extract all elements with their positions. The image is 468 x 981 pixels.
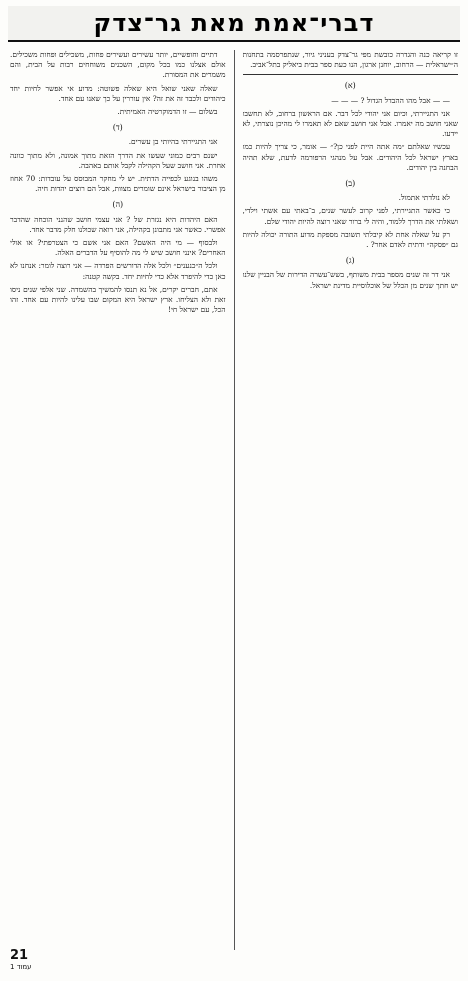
page-number: 21 <box>10 948 29 963</box>
paragraph: אתם, חברים יקרים, אל נא תנסו להמשיך בהשמדה. שני אלפי שנים ניסו זאת ולא הצליחו. ארץ ישראל היא המקום שבו עלינו להיות עם אחד. זהו הכל, עם ישראל חי! <box>10 284 226 315</box>
intro-paragraph: זו קריאה כנה והגדרה כובשת מפי גר־צדק בעניני גיור, שנתפרסמה בתחנות ה״ישראלית — הרחוב, יוחנן ארגון, הנו כעת ספר בבית ביאליק בתל־אביב. <box>243 50 459 75</box>
section-heading-5: (ה) <box>112 200 124 210</box>
paragraph: אני דר זה שנים מספר בבית משותף, בשש־עשרה הדירות של הבניין שלנו יש חתך שנים מן הכלל של אוכלוסיית מדינת ישראל. <box>242 270 458 290</box>
section-heading-1: (א) <box>344 81 356 91</box>
paragraph: האם היהדות היא נגזרת של ? אני עצמי חושב שהנני הוכחה שהדבר אפשרי. כאשר אני מתבונן בקהילה, אני רואה שכולנו חלק מדבר אחד. <box>10 214 226 234</box>
paragraph: שאלה שאני שואל היא שאלה פשוטה: מדוע אי אפשר לחיות יחד כיהודים ולכבד זה את זה? אין עוררין על כך שאנו עם אחד. <box>10 83 226 103</box>
page-footer <box>10 948 70 978</box>
title-bar <box>8 6 460 42</box>
paragraph: — — אבל מהו ההבדל הגדול ? — — — <box>331 95 450 105</box>
paragraph: רק על שאלה אחת לא קיבלתי תשובה מספקת מדוע התורה יכולה להיות גם ״פסקה״ ודתית לאדם אחר? . <box>242 229 458 250</box>
paragraph: לא נולדתי אתמול. <box>398 193 450 203</box>
paragraph: בשלום — זו הדמוקרטיה האמיתית. <box>117 107 218 117</box>
paragraph: ולכל ה״כנענים״ ולכל אלה הדורשים הפרדה — אני רוצה לומר: אנחנו לא כאן כדי להיפרד אלא כדי לחיות יחד. בקשה קטנה: <box>10 261 226 281</box>
paragraph: אני התגיירתי בהיותי בן עשרים. <box>128 137 218 147</box>
paragraph: ישנם רבים כמוני שעשו את הדרך הזאת מתוך אמונה, ולא מתוך כוונה אחרת. אני חושב שעל הקהילה לקבל אותם באהבה. <box>10 150 226 170</box>
left-column <box>10 50 226 950</box>
paragraph: משהו בנוגע לכפייה הדתית. יש לי מחקר המבוסס על עובדות: 70 אחוז מן הציבור בישראל אינם שומרים מצוות, אבל הם רוצים יהדות חיה. <box>10 174 226 194</box>
right-column <box>243 50 459 950</box>
paragraph: דתיים וחופשיים, יותר עשירים ועשירים פחות, משכילים ופחות משכילים. אולם אצלנו כמו בכל מקום, השכנים משוחחים רבות על הבית, והם משמרים את המסורת. <box>10 50 226 80</box>
section-heading-4: (ד) <box>112 123 123 133</box>
column-divider <box>234 50 235 950</box>
paragraph: אני התגיירתי, וכיום אני יהודי לכל דבר. אם הראשון ברחוב, לא תחשבו שאני חושב מה יאמרו. אבל אני חושב שאם לא תאמרו לי מהיכן נוצרתי, לא יידעו. <box>242 108 458 139</box>
section-heading-3: (ג) <box>345 256 355 266</box>
paragraph: כי כאשר התגיירתי, לפני קרוב לעשר שנים, ב־באתי עם אשתי וילדי, ושאלתי את הדרך ללמוד, והיה לי ברור שאני רוצה להיות יהודי שלם. <box>242 206 458 226</box>
article-title: דברי־אמת מאת גר־צדק <box>93 9 375 37</box>
section-heading-2: (ב) <box>345 179 356 189</box>
paragraph: עכשיו שאלתם ״מה אתה היית לפני כן?״ — אומר, כי צריך להיות כמו בארץ ישראל לכל היהודים. אבל על מנהגי הרפורמה לדעת, שלא תהיה הבחנה בין יהודים. <box>242 142 458 172</box>
paragraph: ולבסוף — מי היה האשם? האם אני אשם כי הצטרפתי? או אולי האחרים? אינני חושב שיש לי מה להוסיף על הדברים האלה. <box>10 238 226 258</box>
article-columns <box>10 50 458 950</box>
page-label: עמוד 1 <box>10 963 32 971</box>
